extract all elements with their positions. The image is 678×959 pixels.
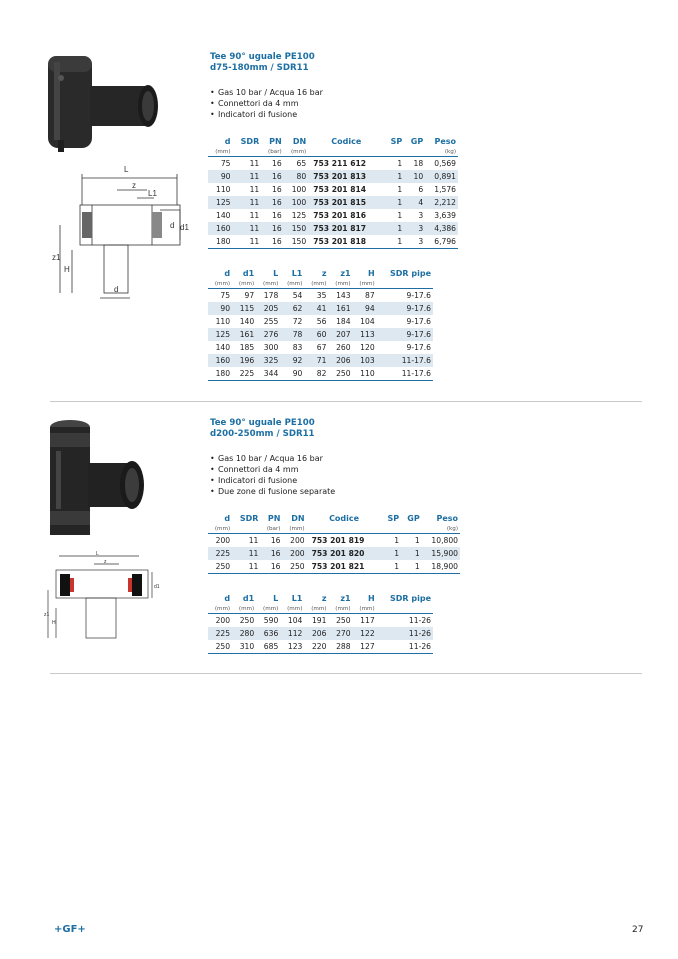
- column-header: z1: [340, 594, 351, 603]
- column-header: d1: [242, 269, 255, 278]
- column-header: DN: [291, 514, 305, 523]
- column-header: d: [224, 514, 231, 523]
- table-cell: 16: [272, 185, 282, 194]
- feature-item: • Indicatori di fusione: [210, 475, 335, 486]
- table-row: [208, 614, 433, 628]
- table-cell: 225: [232, 367, 256, 381]
- table-cell: 1: [384, 170, 404, 183]
- table-cell: 250: [282, 560, 306, 574]
- unit-cell: (bar): [261, 147, 283, 157]
- unit-cell: [384, 147, 404, 157]
- technical-drawing-tee-large: [44, 550, 169, 645]
- section1-title-line2: d75-180mm / SDR11: [210, 63, 309, 73]
- table-cell: 1: [397, 159, 403, 168]
- table-cell: 115: [232, 302, 256, 315]
- table-cell: 260: [336, 343, 351, 352]
- drawing-label-H: H: [64, 265, 70, 274]
- table-row: [208, 534, 460, 548]
- unit-cell: (kg): [425, 147, 458, 157]
- table-cell: 113: [353, 328, 377, 341]
- table-cell: 120: [360, 343, 375, 352]
- table-cell: 180: [208, 235, 233, 249]
- table-row: [208, 183, 458, 196]
- section1-title: [210, 52, 315, 74]
- unit-cell: (mm): [208, 147, 233, 157]
- unit-cell: [377, 279, 433, 289]
- table-cell: 191: [311, 616, 327, 625]
- table-cell: 220: [304, 640, 328, 654]
- column-header: H: [367, 269, 375, 278]
- section2-features: [210, 453, 335, 497]
- table-row: [208, 560, 460, 574]
- table-row: [208, 196, 458, 209]
- table-cell: 16: [272, 159, 282, 168]
- table-cell: 161: [232, 328, 256, 341]
- table-cell: 11: [233, 170, 262, 183]
- header-row: [208, 268, 433, 279]
- column-header: SDR: [239, 514, 259, 523]
- unit-cell: (mm): [208, 279, 232, 289]
- unit-cell: (mm): [328, 279, 352, 289]
- table-cell: 9-17.6: [377, 328, 433, 341]
- drawing-label-L: L: [96, 551, 99, 557]
- table-cell: 11: [249, 159, 260, 168]
- table-cell: 16: [272, 211, 282, 220]
- feature-item: • Due zone di fusione separate: [210, 486, 335, 497]
- column-header: L: [273, 269, 279, 278]
- table-cell: 110: [216, 185, 231, 194]
- table-cell: 140: [239, 317, 255, 326]
- table-cell: 16: [261, 222, 283, 235]
- unit-cell: (mm): [256, 604, 280, 614]
- column-header: GP: [407, 514, 420, 523]
- drawing-label-L: L: [124, 165, 129, 174]
- table-cell: 3: [404, 235, 425, 249]
- table-cell: 82: [304, 367, 328, 381]
- column-header: DN: [292, 137, 307, 146]
- table-cell: 6,796: [425, 235, 458, 249]
- table-cell: 1: [394, 536, 400, 545]
- column-header: SP: [390, 137, 403, 146]
- table-cell: 3: [418, 211, 424, 220]
- table-cell: 6: [418, 185, 424, 194]
- unit-cell: [233, 147, 262, 157]
- table-row: [208, 170, 458, 183]
- drawing-label-z: z: [104, 559, 107, 565]
- table-cell: 1: [384, 235, 404, 249]
- feature-item: • Indicatori di fusione: [210, 109, 323, 120]
- table-cell: 250: [208, 560, 232, 574]
- table-cell: 753 211 612: [313, 159, 367, 168]
- column-header: SDR: [240, 137, 260, 146]
- table-cell: 90: [208, 170, 233, 183]
- table-cell: 1: [401, 547, 422, 560]
- page-number: 27: [632, 925, 644, 935]
- table-cell: 62: [280, 302, 304, 315]
- table-cell: 196: [232, 354, 256, 367]
- table-row: [208, 315, 433, 328]
- table-cell: 250: [239, 616, 255, 625]
- table-cell: 225: [208, 547, 232, 560]
- header-row: [208, 513, 460, 524]
- table-cell: 100: [291, 185, 307, 194]
- table-cell: 185: [239, 343, 255, 352]
- unit-cell: (mm): [232, 279, 256, 289]
- table-cell: 16: [261, 235, 283, 249]
- column-header: Codice: [331, 137, 362, 146]
- unit-cell: (mm): [208, 524, 232, 534]
- table-cell: 11-26: [377, 640, 433, 654]
- table-cell: 1: [384, 222, 404, 235]
- table-cell: 11: [233, 196, 262, 209]
- table-row: [208, 354, 433, 367]
- table-cell: 1: [397, 185, 403, 194]
- table-cell: 160: [208, 222, 233, 235]
- table-row: [208, 640, 433, 654]
- table-cell: 90: [280, 367, 304, 381]
- table-cell: 207: [328, 328, 352, 341]
- column-header: L1: [291, 269, 303, 278]
- table-cell: 9-17.6: [406, 291, 431, 300]
- unit-cell: (mm): [328, 604, 352, 614]
- column-header: d: [224, 594, 231, 603]
- table-cell: 100: [284, 196, 309, 209]
- table-cell: 60: [304, 328, 328, 341]
- table-cell: 80: [284, 170, 309, 183]
- table-cell: 11: [232, 560, 260, 574]
- table-row: [208, 289, 433, 303]
- table-cell: 11-26: [377, 627, 433, 640]
- table-cell: 1: [414, 536, 420, 545]
- table-cell: 94: [353, 302, 377, 315]
- column-header: PN: [267, 514, 281, 523]
- unit-cell: (mm): [256, 279, 280, 289]
- table-cell: 753 201 818: [308, 235, 384, 249]
- section-divider: [50, 673, 642, 674]
- section1-dimension-table: [208, 268, 433, 381]
- unit-cell: [308, 147, 384, 157]
- table-cell: 1: [397, 211, 403, 220]
- table-cell: 206: [304, 627, 328, 640]
- table-cell: 150: [284, 235, 309, 249]
- table-cell: 753 201 819: [311, 536, 365, 545]
- table-row: [208, 547, 460, 560]
- section2-title-line1: Tee 90° uguale PE100: [210, 418, 315, 428]
- table-cell: 753 201 814: [313, 185, 367, 194]
- table-cell: 117: [360, 616, 375, 625]
- header-row: [208, 593, 433, 604]
- table-cell: 753 201 820: [307, 547, 382, 560]
- unit-cell: [401, 524, 422, 534]
- table-cell: 1: [384, 196, 404, 209]
- table-cell: 1: [382, 560, 402, 574]
- drawing-label-H: H: [52, 620, 56, 626]
- table-cell: 753 201 813: [308, 170, 384, 183]
- table-cell: 67: [316, 343, 327, 352]
- table-cell: 10,800: [431, 536, 458, 545]
- table-cell: 16: [270, 536, 281, 545]
- drawing-label-d1: d1: [180, 223, 189, 232]
- unit-cell: (mm): [353, 604, 377, 614]
- unit-cell: [232, 524, 260, 534]
- table-cell: 16: [260, 560, 282, 574]
- table-cell: 15,900: [422, 547, 460, 560]
- table-cell: 325: [256, 354, 280, 367]
- table-cell: 250: [336, 616, 351, 625]
- unit-cell: [404, 147, 425, 157]
- table-cell: 255: [263, 317, 279, 326]
- unit-cell: (mm): [284, 147, 309, 157]
- table-cell: 90: [208, 302, 232, 315]
- table-cell: 1,576: [434, 185, 456, 194]
- drawing-label-z: z: [132, 181, 136, 190]
- unit-cell: [307, 524, 382, 534]
- unit-cell: (mm): [304, 604, 328, 614]
- table-cell: 140: [216, 211, 231, 220]
- technical-drawing-tee-small: [52, 160, 192, 305]
- table-cell: 16: [261, 170, 283, 183]
- table-cell: 280: [232, 627, 256, 640]
- drawing-label-d1: d1: [154, 584, 160, 590]
- section1-code-table: [208, 136, 458, 249]
- table-row: [208, 328, 433, 341]
- table-cell: 685: [256, 640, 280, 654]
- table-cell: 110: [215, 317, 231, 326]
- unit-cell: (mm): [232, 604, 256, 614]
- gf-logo: +GF+: [54, 924, 86, 935]
- table-cell: 16: [260, 547, 282, 560]
- table-cell: 3,639: [434, 211, 456, 220]
- table-cell: 35: [316, 291, 327, 300]
- table-cell: 753 201 815: [308, 196, 384, 209]
- table-cell: 270: [328, 627, 352, 640]
- table-cell: 288: [328, 640, 352, 654]
- table-row: [208, 341, 433, 354]
- units-row: [208, 604, 433, 614]
- table-cell: 54: [292, 291, 303, 300]
- table-cell: 11-26: [408, 616, 431, 625]
- column-header: L1: [291, 594, 303, 603]
- section-divider: [50, 401, 642, 402]
- table-cell: 11-17.6: [377, 367, 433, 381]
- table-cell: 161: [328, 302, 352, 315]
- feature-item: • Connettori da 4 mm: [210, 464, 335, 475]
- column-header: d: [224, 269, 231, 278]
- header-row: [208, 136, 458, 147]
- table-cell: 1: [382, 547, 402, 560]
- drawing-label-z1: z1: [44, 612, 50, 618]
- table-cell: 18,900: [422, 560, 460, 574]
- section1-title-line1: Tee 90° uguale PE100: [210, 52, 315, 62]
- table-cell: 205: [256, 302, 280, 315]
- column-header: SP: [387, 514, 400, 523]
- units-row: [208, 279, 433, 289]
- unit-cell: (mm): [208, 604, 232, 614]
- table-cell: 56: [316, 317, 327, 326]
- table-cell: 636: [256, 627, 280, 640]
- section1-features: [210, 87, 323, 120]
- table-cell: 178: [263, 291, 279, 300]
- table-cell: 11-17.6: [377, 354, 433, 367]
- table-row: [208, 627, 433, 640]
- table-cell: 2,212: [425, 196, 458, 209]
- column-header: H: [367, 594, 375, 603]
- drawing-label-L1: L1: [148, 189, 157, 198]
- table-cell: 11: [249, 211, 260, 220]
- table-cell: 125: [291, 211, 307, 220]
- table-row: [208, 222, 458, 235]
- table-cell: 3: [404, 222, 425, 235]
- column-header: SDR pipe: [390, 594, 431, 603]
- unit-cell: [382, 524, 402, 534]
- table-cell: 1: [401, 560, 422, 574]
- column-header: z: [321, 594, 327, 603]
- table-cell: 200: [215, 536, 231, 545]
- table-row: [208, 302, 433, 315]
- section2-title: [210, 418, 315, 440]
- table-cell: 160: [208, 354, 232, 367]
- table-cell: 150: [284, 222, 309, 235]
- table-cell: 753 201 816: [313, 211, 367, 220]
- table-cell: 4: [404, 196, 425, 209]
- table-cell: 225: [208, 627, 232, 640]
- table-cell: 112: [280, 627, 304, 640]
- table-cell: 4,386: [425, 222, 458, 235]
- table-cell: 143: [336, 291, 351, 300]
- table-cell: 125: [208, 328, 232, 341]
- table-cell: 87: [364, 291, 375, 300]
- table-cell: 9-17.6: [406, 343, 431, 352]
- table-cell: 140: [215, 343, 231, 352]
- table-cell: 104: [287, 616, 303, 625]
- table-cell: 71: [304, 354, 328, 367]
- table-row: [208, 235, 458, 249]
- table-cell: 276: [256, 328, 280, 341]
- table-cell: 72: [292, 317, 303, 326]
- section2-code-table: [208, 513, 460, 574]
- table-cell: 78: [280, 328, 304, 341]
- feature-item: • Gas 10 bar / Acqua 16 bar: [210, 453, 335, 464]
- table-cell: 310: [232, 640, 256, 654]
- column-header: PN: [269, 137, 282, 146]
- table-cell: 180: [208, 367, 232, 381]
- section2-title-line2: d200-250mm / SDR11: [210, 429, 315, 439]
- table-cell: 127: [353, 640, 377, 654]
- table-cell: 123: [280, 640, 304, 654]
- table-cell: 97: [244, 291, 255, 300]
- table-cell: 16: [261, 196, 283, 209]
- section2-dimension-table: [208, 593, 433, 654]
- table-cell: 9-17.6: [377, 302, 433, 315]
- table-cell: 11: [232, 547, 260, 560]
- feature-item: • Connettori da 4 mm: [210, 98, 323, 109]
- unit-cell: [377, 604, 433, 614]
- column-header: SDR pipe: [390, 269, 431, 278]
- table-cell: 41: [304, 302, 328, 315]
- table-cell: 300: [263, 343, 279, 352]
- column-header: d: [224, 137, 231, 146]
- unit-cell: (mm): [304, 279, 328, 289]
- table-cell: 753 201 817: [308, 222, 384, 235]
- table-cell: 250: [328, 367, 352, 381]
- table-cell: 65: [296, 159, 307, 168]
- table-cell: 10: [404, 170, 425, 183]
- unit-cell: (kg): [422, 524, 460, 534]
- unit-cell: (mm): [353, 279, 377, 289]
- unit-cell: (mm): [282, 524, 306, 534]
- table-cell: 11: [249, 185, 260, 194]
- table-row: [208, 209, 458, 222]
- column-header: Codice: [329, 514, 360, 523]
- table-cell: 11: [248, 536, 259, 545]
- table-cell: 75: [220, 291, 231, 300]
- column-header: GP: [410, 137, 424, 146]
- table-cell: 125: [208, 196, 233, 209]
- feature-item: • Gas 10 bar / Acqua 16 bar: [210, 87, 323, 98]
- table-cell: 753 201 821: [307, 560, 382, 574]
- table-cell: 11: [233, 222, 262, 235]
- column-header: z: [321, 269, 327, 278]
- table-cell: 200: [215, 616, 231, 625]
- column-header: Peso: [434, 137, 456, 146]
- units-row: [208, 524, 460, 534]
- column-header: Peso: [436, 514, 458, 523]
- units-row: [208, 147, 458, 157]
- table-cell: 0,569: [434, 159, 456, 168]
- table-cell: 92: [280, 354, 304, 367]
- table-row: [208, 367, 433, 381]
- table-cell: 0,891: [425, 170, 458, 183]
- column-header: d1: [242, 594, 255, 603]
- table-cell: 75: [220, 159, 231, 168]
- product-photo-tee-large: [42, 415, 152, 545]
- table-cell: 200: [282, 547, 306, 560]
- column-header: z1: [340, 269, 351, 278]
- table-cell: 9-17.6: [406, 317, 431, 326]
- table-row: [208, 157, 458, 171]
- table-cell: 11: [233, 235, 262, 249]
- product-photo-tee-small: [40, 48, 160, 163]
- table-cell: 104: [360, 317, 375, 326]
- table-cell: 590: [263, 616, 279, 625]
- unit-cell: (mm): [280, 279, 304, 289]
- drawing-label-d-bottom: d: [114, 285, 119, 294]
- drawing-label-z1: z1: [52, 253, 61, 262]
- table-cell: 110: [353, 367, 377, 381]
- table-cell: 184: [336, 317, 351, 326]
- table-cell: 250: [208, 640, 232, 654]
- table-cell: 18: [413, 159, 424, 168]
- table-cell: 103: [353, 354, 377, 367]
- unit-cell: (bar): [260, 524, 282, 534]
- table-cell: 122: [353, 627, 377, 640]
- drawing-label-d: d: [170, 221, 175, 230]
- table-cell: 344: [256, 367, 280, 381]
- table-cell: 206: [328, 354, 352, 367]
- column-header: L: [273, 594, 279, 603]
- unit-cell: (mm): [280, 604, 304, 614]
- table-cell: 200: [290, 536, 305, 545]
- table-cell: 83: [292, 343, 303, 352]
